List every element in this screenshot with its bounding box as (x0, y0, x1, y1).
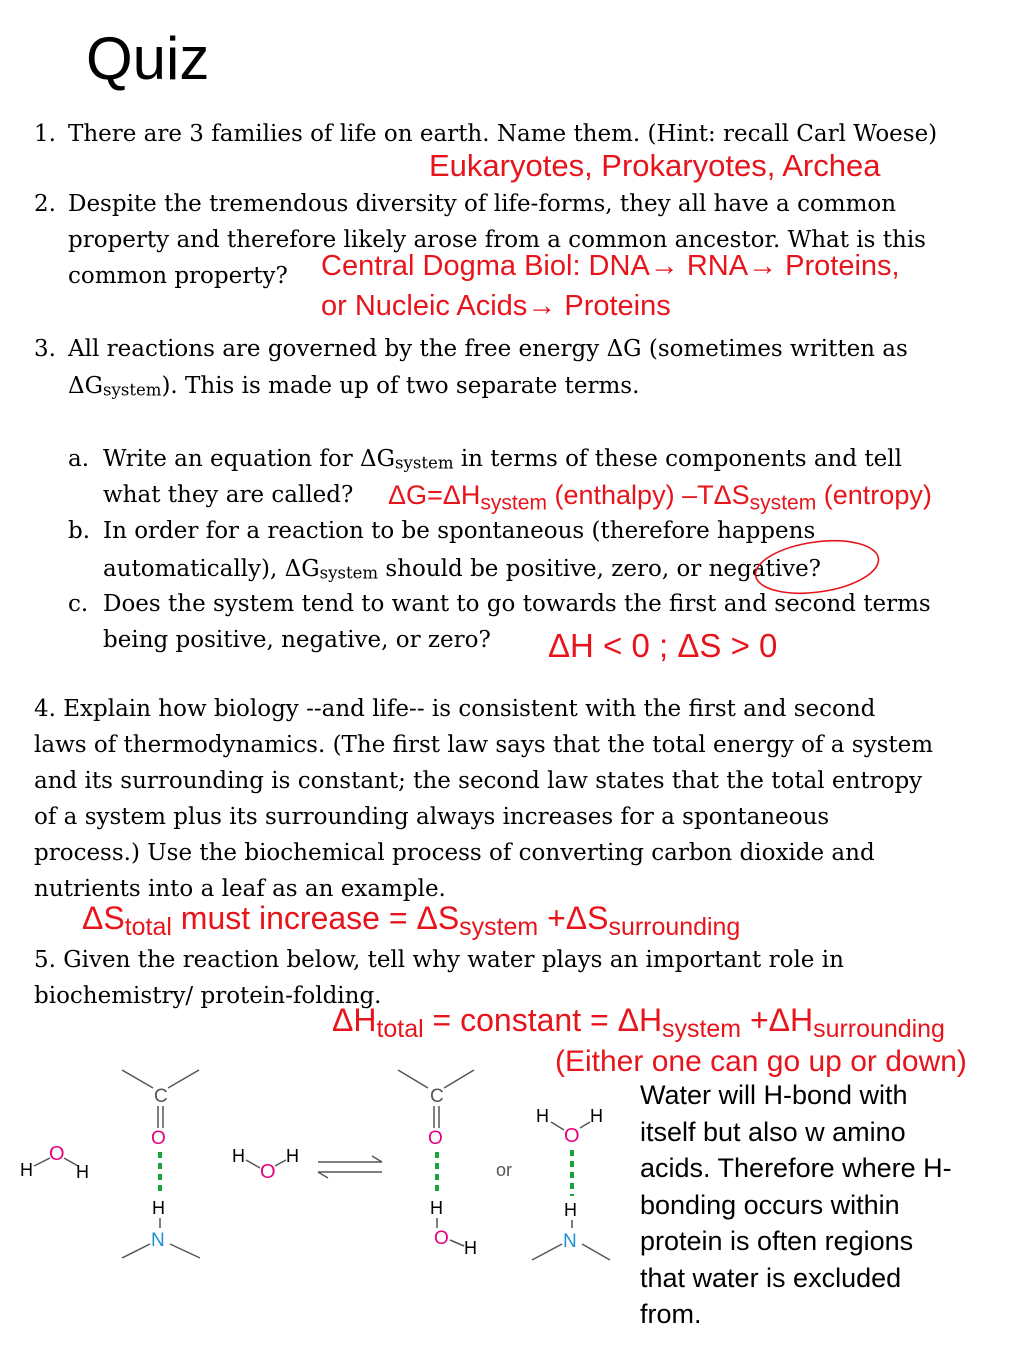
h-atom-label: H (590, 1106, 603, 1126)
amide-water-complex (398, 1070, 477, 1258)
question-3c-line-2: being positive, negative, or zero? (103, 627, 491, 653)
question-1-number: 1. (34, 121, 56, 147)
or-label: or (496, 1160, 513, 1180)
question-3b-label: b. (68, 518, 91, 544)
question-4-line-1: 4. Explain how biology --and life-- is consistent with the first and second (34, 696, 876, 722)
question-5-line-2: biochemistry/ protein-folding. (34, 983, 382, 1009)
water-molecule-middle (232, 1146, 299, 1183)
h-atom-label: H (564, 1200, 577, 1220)
answer-4-entropy: $\Delta S_{total}$ must increase = $\Delta S_{system} +\Delta S_{surrounding}$ (82, 900, 741, 942)
water-note-line: protein is often regions (640, 1226, 914, 1256)
water-molecule-left (20, 1143, 89, 1182)
question-3-number: 3. (34, 336, 56, 362)
question-3a-label: a. (68, 446, 90, 472)
h-atom-label: H (430, 1198, 443, 1218)
o-atom-label: O (49, 1143, 65, 1165)
answer-3a: $\Delta G=\Delta H_{system}$ (enthalpy) $-T\Delta S_{system}$ (entropy) (388, 480, 932, 515)
water-note (640, 1077, 952, 1333)
page-title: Quiz (86, 25, 210, 92)
water-amine-complex (532, 1106, 610, 1260)
answer-1: Eukaryotes, Prokaryotes, Archea (429, 148, 881, 183)
o-atom-label: O (434, 1228, 449, 1249)
c-atom-label: C (154, 1086, 168, 1107)
h-atom-label: H (152, 1198, 165, 1218)
amide-pair-left (122, 1070, 200, 1258)
n-atom-label: N (151, 1230, 165, 1251)
question-3b-line-2: automatically), ΔGsystem should be positive, zero, or negative? (103, 556, 822, 583)
answer-2-line-1: Central Dogma Biol: DNA→ RNA→ Proteins, (321, 250, 900, 282)
h-atom-label: H (20, 1160, 33, 1180)
question-3a-line-2: what they are called? (103, 482, 354, 508)
answer-4-enthalpy: $\Delta H_{total}$ = constant = $\Delta H_{system} +\Delta H_{surrounding}$ (332, 1002, 945, 1044)
water-note-line: acids. Therefore where H- (640, 1153, 952, 1183)
answer-4-note: (Either one can go up or down) (555, 1045, 967, 1078)
question-5-line-1: 5. Given the reaction below, tell why water plays an important role in (34, 947, 844, 973)
water-note-line: Water will H-bond with (640, 1080, 908, 1110)
water-note-line: that water is excluded (640, 1262, 902, 1293)
question-2-number: 2. (34, 191, 56, 217)
h-atom-label: H (536, 1106, 549, 1126)
n-atom-label: N (563, 1231, 577, 1252)
question-3-line-2: ΔGsystem). This is made up of two separate terms. (68, 373, 640, 400)
question-1-text: There are 3 families of life on earth. Name them. (Hint: recall Carl Woese) (68, 121, 938, 147)
question-4-line-5: process.) Use the biochemical process of converting carbon dioxide and (34, 840, 875, 866)
equilibrium-arrow (318, 1156, 382, 1178)
water-note-line: itself but also w amino (640, 1116, 906, 1147)
o-atom-label: O (428, 1128, 443, 1149)
question-3c-line-1: Does the system tend to want to go towards the first and second terms (103, 591, 931, 617)
h-atom-label: H (232, 1146, 245, 1166)
o-atom-label: O (151, 1128, 166, 1149)
question-3-line-1: All reactions are governed by the free energy ΔG (sometimes written as (68, 336, 908, 362)
question-4-line-6: nutrients into a leaf as an example. (34, 876, 446, 902)
question-2-line-2: property and therefore likely arose from a common ancestor. What is this (68, 227, 926, 253)
question-2-line-1: Despite the tremendous diversity of life-forms, they all have a common (68, 191, 897, 217)
h-atom-label: H (286, 1146, 299, 1166)
answer-2-line-2: or Nucleic Acids→ Proteins (321, 290, 671, 322)
c-atom-label: C (430, 1086, 444, 1107)
question-2-line-3: common property? (68, 263, 288, 289)
h-atom-label: H (76, 1162, 89, 1182)
question-4-line-4: of a system plus its surrounding always increases for a spontaneous (34, 804, 830, 830)
answer-3c: ΔH < 0 ; ΔS > 0 (548, 627, 778, 664)
question-3b-line-1: In order for a reaction to be spontaneous (therefore happens (103, 518, 816, 544)
h-atom-label: H (464, 1238, 477, 1258)
question-3a-line-1: Write an equation for ΔGsystem in terms of these components and tell (103, 446, 902, 473)
question-4-line-2: laws of thermodynamics. (The first law says that the total energy of a system (34, 732, 934, 758)
hbond-reaction-diagram (0, 1060, 630, 1280)
question-3c-label: c. (68, 591, 89, 617)
o-atom-label: O (260, 1161, 276, 1183)
water-note-line: bonding occurs within (640, 1189, 900, 1220)
question-4-line-3: and its surrounding is constant; the second law states that the total entropy (34, 768, 923, 794)
o-atom-label: O (564, 1125, 580, 1147)
water-note-line: from. (640, 1299, 702, 1329)
